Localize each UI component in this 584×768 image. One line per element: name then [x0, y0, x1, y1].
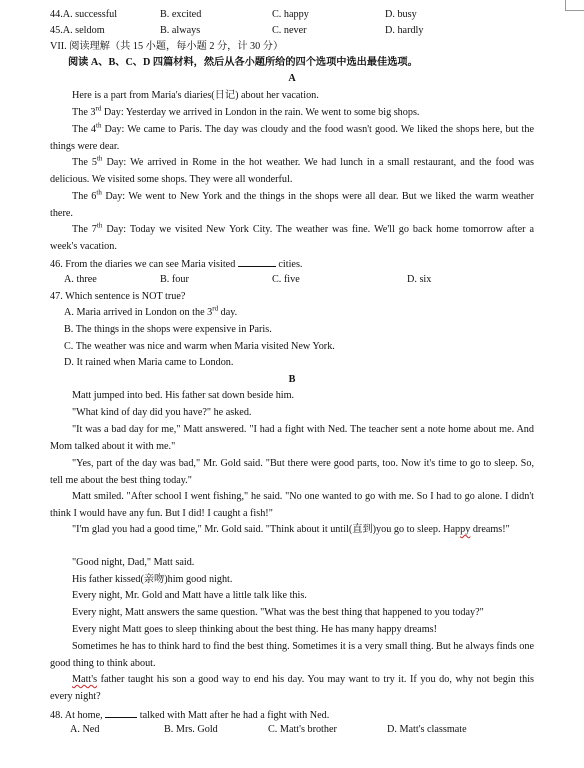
passage-b-p10: Every night, Matt answers the same question. "What was the best thing that happened to you today?"	[72, 607, 484, 618]
q47-option-c: C. The weather was nice and warm when Maria visited New York.	[64, 341, 335, 352]
passage-b-p12: Sometimes he has to think hard to find the best thing. Sometimes it is a very small thing. But he always finds one good thing to think about.	[50, 641, 534, 669]
passage-a-day6: The 6th Day: We went to New York and the things in the shops were all dear. But we liked the warm weather there.	[50, 188, 535, 219]
passage-b-p7: "Good night, Dad," Matt said.	[72, 557, 195, 568]
q44-option-b: B. excited	[160, 9, 202, 20]
q45-option-b: B. always	[160, 25, 201, 36]
passage-b-p6: "I'm glad you had a good time," Mr. Gold said. "Think about it until(直到)you go to sleep. Happy dreams!"	[72, 524, 510, 535]
q45-option-a: 45.A. seldom	[50, 25, 105, 36]
passage-b-p9: Every night, Mr. Gold and Matt have a little talk like this.	[72, 590, 307, 601]
passage-b-p13: Matt's father taught his son a good way to end his day. You may want to try it. If you do, why not begin this every night?	[50, 674, 534, 702]
passage-b-p3: "It was a bad day for me," Matt answered. "I had a fight with Ned. The teacher sent a note home about me. And Mom talked about it with me."	[50, 424, 534, 452]
passage-b-label: B	[288, 374, 296, 385]
q46-stem: 46. From the diaries we can see Maria visited cities.	[50, 259, 303, 270]
passage-a-day4: The 4th Day: We came to Paris. The day was cloudy and the food wasn't good. We liked the shops here, but the things were dear.	[50, 121, 535, 152]
q47-stem: 47. Which sentence is NOT true?	[50, 291, 186, 302]
q46-option-d: D. six	[407, 274, 432, 285]
passage-a-day7: The 7th Day: Today we visited New York City. The weather was fine. We'll go back home tomorrow after a week's vacation.	[50, 221, 534, 252]
q48-option-b: B. Mrs. Gold	[164, 724, 218, 735]
q48-option-c: C. Matt's brother	[268, 724, 337, 735]
passage-b-p5: Matt smiled. "After school I went fishing," he said. "No one wanted to go with me. So I had to go alone. I didn't think I would have any fun. But I did! I caught a fish!"	[50, 491, 534, 519]
section-instruction: 阅读 A、B、C、D 四篇材料，然后从各小题所给的四个选项中选出最佳选项。	[68, 57, 418, 68]
passage-b-p1: Matt jumped into bed. His father sat down beside him.	[72, 390, 295, 401]
q48-blank	[105, 708, 137, 718]
q45-option-d: D. hardly	[385, 25, 424, 36]
passage-b-p8: His father kissed(亲吻)him good night.	[72, 574, 233, 585]
q48-stem: 48. At home, talked with Matt after he had a fight with Ned.	[50, 710, 330, 721]
section-heading: VII. 阅读理解（共 15 小题，每小题 2 分，计 30 分）	[50, 41, 284, 52]
passage-a-day5: The 5th Day: We arrived in Rome in the hot weather. We had lunch in a small restaurant, and the food was delicious. We visited some shops. They were all wonderful.	[50, 154, 534, 185]
q46-blank	[238, 257, 276, 267]
passage-b-p4: "Yes, part of the day was bad," Mr. Gold said. "But there were good parts, too. Now it's time to go to sleep. So, tell me about the best thing today."	[50, 458, 534, 486]
passage-a-label: A	[288, 73, 296, 84]
passage-a-intro: Here is a part from Maria's diaries(日记) about her vacation.	[72, 90, 319, 101]
q46-option-c: C. five	[272, 274, 300, 285]
q46-option-a: A. three	[64, 274, 97, 285]
q47-option-b: B. The things in the shops were expensive in Paris.	[64, 324, 272, 335]
passage-b-p2: "What kind of day did you have?" he asked.	[72, 407, 252, 418]
q48-option-a: A. Ned	[70, 724, 100, 735]
q47-option-d: D. It rained when Maria came to London.	[64, 357, 234, 368]
q46-option-b: B. four	[160, 274, 189, 285]
q48-option-d: D. Matt's classmate	[387, 724, 467, 735]
passage-a-day3: The 3rd Day: Yesterday we arrived in London in the rain. We went to some big shops.	[72, 104, 420, 118]
q44-option-d: D. busy	[385, 9, 417, 20]
q44-option-a: 44.A. successful	[50, 9, 118, 20]
q47-option-a: A. Maria arrived in London on the 3rd day.	[64, 304, 238, 318]
q45-option-c: C. never	[272, 25, 307, 36]
page-corner-mark	[565, 0, 584, 11]
passage-b-p11: Every night Matt goes to sleep thinking about the best thing. He has many happy dreams!	[72, 624, 437, 635]
q44-option-c: C. happy	[272, 9, 309, 20]
